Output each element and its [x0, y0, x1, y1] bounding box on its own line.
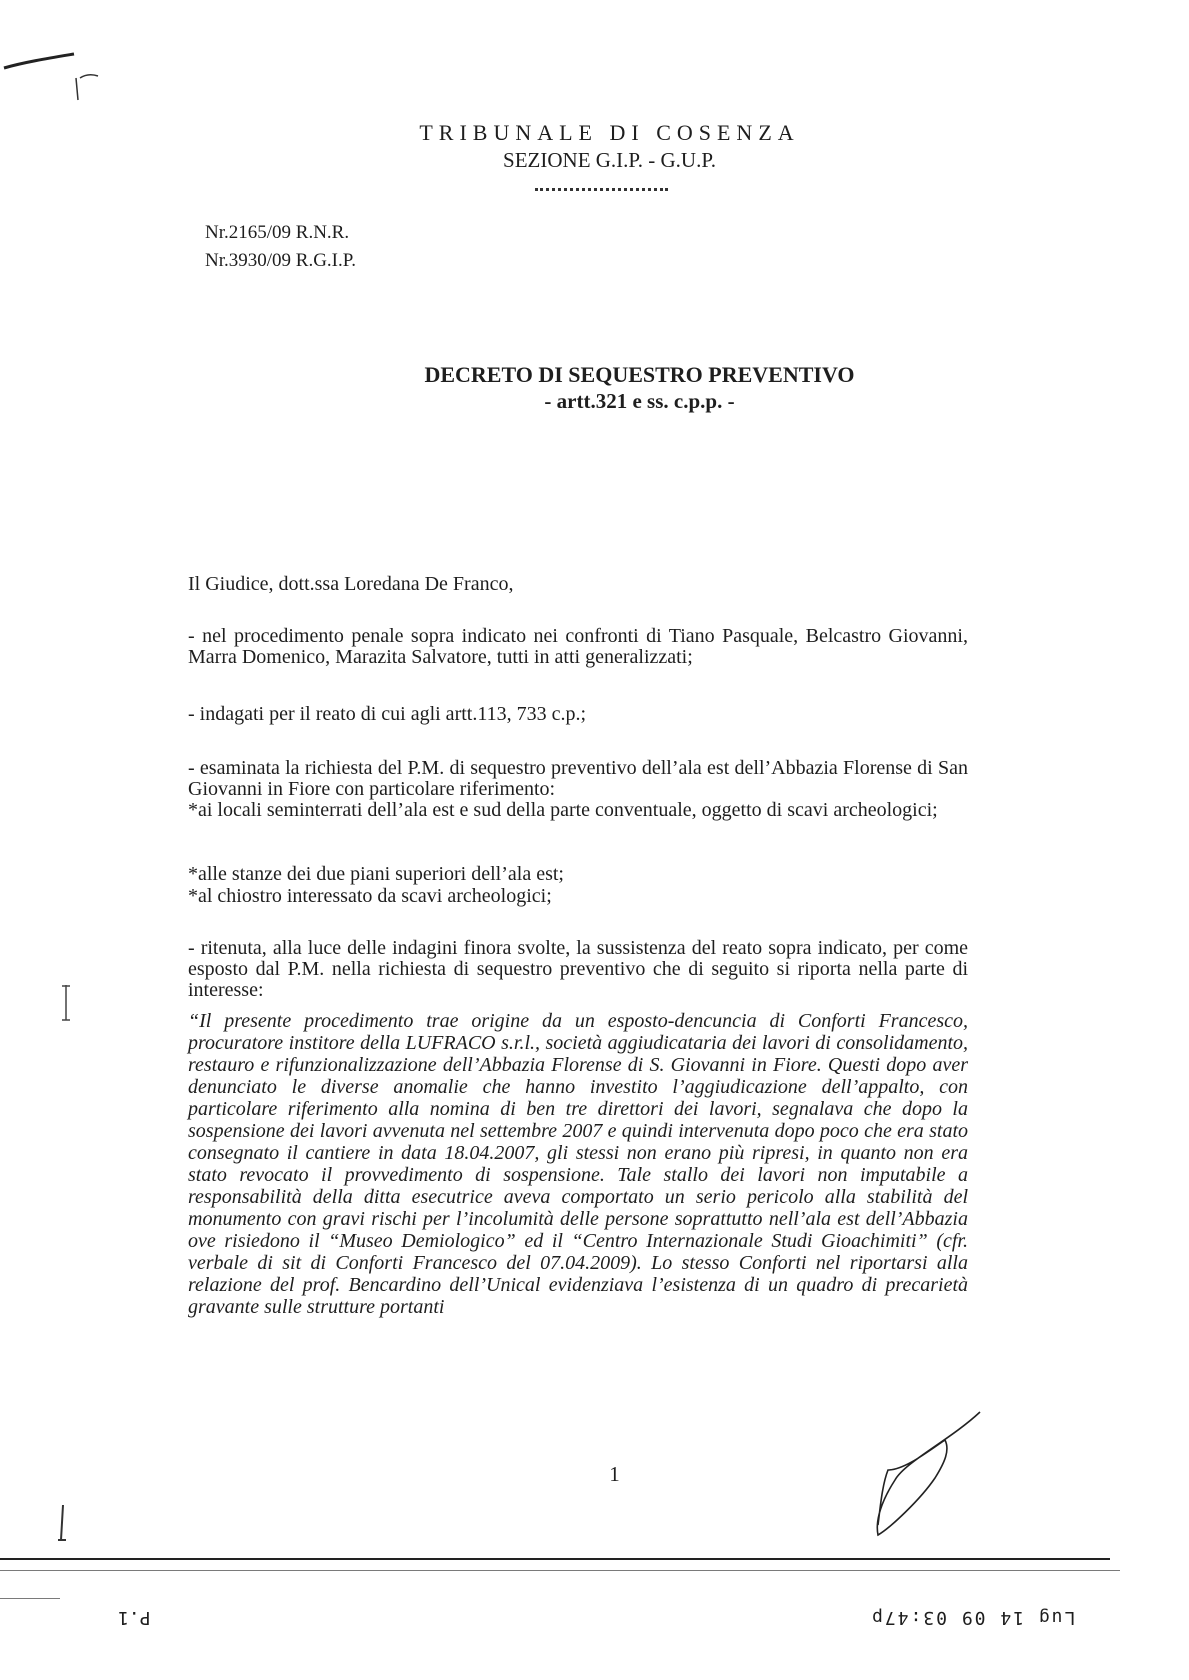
paragraph-defendants: - nel procedimento penale sopra indicato nei confronti di Tiano Pasquale, Belcastro Giovanni, Marra Domenico, Marazita Salvatore, tutti in atti generalizzati;	[188, 625, 968, 668]
corner-mark	[4, 54, 74, 68]
quoted-request: “Il presente procedimento trae origine da un esposto-dencuncia di Conforti Francesco, procuratore institore della LUFRACO s.r.l., società aggiudicataria dei lavori di consolidamento, restauro e rifunzionalizzazione dell’Abbazia Florense di S. Giovanni in Fiore. Questi dopo aver denunciato le diverse anomalie che hanno investito l’aggiudicazione dell’appalto, con particolare riferimento alla nomina di ben tre direttori dei lavori, segnalava che dopo la sospensione dei lavori avvenuta nel settembre 2007 e quindi intervenuta dopo poco che era stato consegnato il cantiere in data 18.04.2007, gli stessi non erano più ripresi, in quanto non era stato revocato il provvedimento di sospensione. Tale stallo dei lavori non imputabile a responsabilità della ditta esecutrice aveva comportato un serio pericolo alla stabilità del monumento con gravi rischi per l’incolumità delle persone soprattutto nell’ala est dell’Abbazia ove risiedono il “Museo Demiologico” ed il “Centro Internazionale Studi Gioachimiti” (cfr. verbale di sit di Conforti Francesco del 07.04.2009). Lo stesso Conforti nel riportarsi alla relazione del prof. Bencardino dell’Unical evidenziava l’esistenza di un quadro di precarietà gravante sulle strutture portanti	[188, 1010, 968, 1318]
list-item-basement: *ai locali seminterrati dell’ala est e sud della parte conventuale, oggetto di scavi archeologici;	[188, 799, 938, 821]
paragraph-request: - esaminata la richiesta del P.M. di sequestro preventivo dell’ala est dell’Abbazia Florense di San Giovanni in Fiore con particolare riferimento:	[188, 757, 968, 800]
reference-rgip: Nr.3930/09 R.G.I.P.	[205, 250, 356, 271]
court-title: TRIBUNALE DI COSENZA	[419, 120, 800, 145]
margin-mark	[58, 1505, 66, 1540]
signature	[877, 1412, 980, 1535]
corner-mark	[76, 75, 98, 100]
decree-subtitle: - artt.321 e ss. c.p.p. -	[544, 389, 735, 413]
reference-rnr: Nr.2165/09 R.N.R.	[205, 222, 350, 243]
fax-timestamp: Lug 14 09 03:47p	[870, 1607, 1076, 1628]
court-section: SEZIONE G.I.P. - G.U.P.	[503, 148, 716, 172]
margin-mark	[62, 985, 70, 1020]
fax-page-marker: P.1	[118, 1607, 151, 1628]
paragraph-grounds: - ritenuta, alla luce delle indagini finora svolte, la sussistenza del reato sopra indicato, per come esposto dal P.M. nella richiesta di sequestro preventivo che di seguito si riporta nella parte di interesse:	[188, 937, 968, 1001]
judge-line: Il Giudice, dott.ssa Loredana De Franco,	[188, 573, 514, 595]
paragraph-charges: - indagati per il reato di cui agli artt.113, 733 c.p.;	[188, 703, 587, 725]
decree-title: DECRETO DI SEQUESTRO PREVENTIVO	[424, 362, 855, 387]
page-number: 1	[609, 1462, 620, 1486]
list-item-upper-rooms: *alle stanze dei due piani superiori dell’ala est;	[188, 863, 564, 885]
list-item-cloister: *al chiostro interessato da scavi archeologici;	[188, 885, 552, 907]
